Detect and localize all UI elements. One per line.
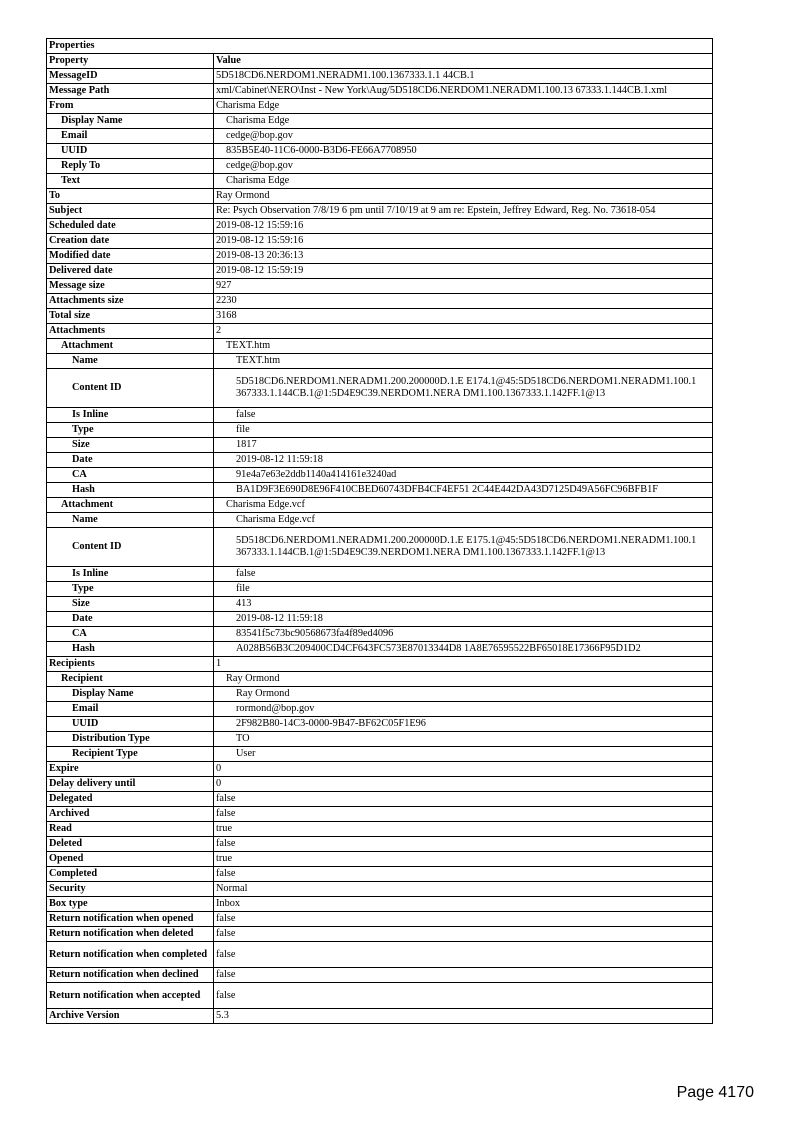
property-name: Total size [47,309,214,324]
table-row [47,882,713,897]
property-name: Recipient Type [47,747,214,762]
property-value: false [214,942,713,968]
property-name: Display Name [47,687,214,702]
property-name: Recipients [47,657,214,672]
table-title: Properties [47,39,713,54]
property-name: Return notification when deleted [47,927,214,942]
property-value: false [214,983,713,1009]
property-name: CA [47,468,214,483]
property-name: Email [47,702,214,717]
property-value: Charisma Edge.vcf [214,513,713,528]
table-row [47,99,713,114]
property-name: Is Inline [47,408,214,423]
property-name: Return notification when accepted [47,983,214,1009]
property-value: 927 [214,279,713,294]
property-name: Attachments size [47,294,214,309]
property-name: To [47,189,214,204]
property-name: Distribution Type [47,732,214,747]
table-row [47,219,713,234]
property-value: Ray Ormond [214,687,713,702]
table-row [47,983,713,1009]
table-row [47,687,713,702]
property-name: Creation date [47,234,214,249]
property-name: Hash [47,483,214,498]
property-name: UUID [47,144,214,159]
property-value: 5D518CD6.NERDOM1.NERADM1.100.1367333.1.1 44CB.1 [214,69,713,84]
table-row [47,189,713,204]
table-row [47,582,713,597]
table-row [47,822,713,837]
property-value: 91e4a7e63e2ddb1140a414161e3240ad [214,468,713,483]
table-row [47,84,713,99]
table-row [47,174,713,189]
property-value: false [214,807,713,822]
table-row [47,234,713,249]
property-value: TEXT.htm [214,339,713,354]
property-value: 2019-08-12 11:59:18 [214,612,713,627]
property-name: Type [47,423,214,438]
property-value: Normal [214,882,713,897]
table-row [47,354,713,369]
property-value: false [214,792,713,807]
property-name: Size [47,597,214,612]
property-name: Deleted [47,837,214,852]
property-value: 1 [214,657,713,672]
property-name: Return notification when opened [47,912,214,927]
property-value: rormond@bop.gov [214,702,713,717]
table-row [47,483,713,498]
property-name: MessageID [47,69,214,84]
property-value: User [214,747,713,762]
table-row [47,968,713,983]
property-name: Return notification when declined [47,968,214,983]
property-value: TO [214,732,713,747]
table-row [47,657,713,672]
property-value: Re: Psych Observation 7/8/19 6 pm until 7/10/19 at 9 am re: Epstein, Jeffrey Edward, Reg. No. 73618-054 [214,204,713,219]
table-row [47,717,713,732]
property-name: Display Name [47,114,214,129]
property-name: Reply To [47,159,214,174]
table-row [47,69,713,84]
table-row [47,513,713,528]
property-name: Read [47,822,214,837]
table-row [47,294,713,309]
property-value: Inbox [214,897,713,912]
property-name: Archived [47,807,214,822]
property-name: Delegated [47,792,214,807]
table-header-row [47,54,713,69]
property-value: false [214,408,713,423]
table-row [47,852,713,867]
property-name: Content ID [47,369,214,408]
table-row [47,777,713,792]
property-value: 0 [214,777,713,792]
property-value: 835B5E40-11C6-0000-B3D6-FE66A7708950 [214,144,713,159]
table-row [47,837,713,852]
property-name: Email [47,129,214,144]
table-row [47,498,713,513]
property-value: A028B56B3C209400CD4CF643FC573E87013344D8 1A8E76595522BF65018E17366F95D1D2 [214,642,713,657]
table-row [47,453,713,468]
property-name: Type [47,582,214,597]
table-row [47,867,713,882]
property-name: CA [47,627,214,642]
property-name: Subject [47,204,214,219]
property-name: Attachment [47,498,214,513]
property-name: Date [47,612,214,627]
property-name: Size [47,438,214,453]
property-value: 2 [214,324,713,339]
property-name: Name [47,354,214,369]
property-value: 83541f5c73bc90568673fa4f89ed4096 [214,627,713,642]
property-value: 5.3 [214,1009,713,1024]
table-row [47,627,713,642]
property-value: 2019-08-12 15:59:19 [214,264,713,279]
table-row [47,309,713,324]
property-value: 3168 [214,309,713,324]
table-row [47,612,713,627]
property-value: Ray Ormond [214,672,713,687]
property-name: Recipient [47,672,214,687]
table-row [47,129,713,144]
property-value: 5D518CD6.NERDOM1.NERADM1.200.200000D.1.E E174.1@45:5D518CD6.NERDOM1.NERADM1.100.1 367333.1.144CB.1@1:5D4E9C39.NERDOM1.NERA DM1.100.1367333.1.142FF.1@13 [214,369,713,408]
table-row [47,597,713,612]
table-row [47,642,713,657]
property-name: Archive Version [47,1009,214,1024]
property-value: 2019-08-12 15:59:16 [214,219,713,234]
property-value: Ray Ormond [214,189,713,204]
property-value: cedge@bop.gov [214,129,713,144]
property-value: false [214,837,713,852]
table-row [47,339,713,354]
property-name: Attachments [47,324,214,339]
property-name: Delay delivery until [47,777,214,792]
table-row [47,408,713,423]
property-name: Message size [47,279,214,294]
property-name: Attachment [47,339,214,354]
property-name: Security [47,882,214,897]
table-row [47,792,713,807]
table-row [47,897,713,912]
property-value: 413 [214,597,713,612]
table-row [47,942,713,968]
table-row [47,762,713,777]
property-name: Scheduled date [47,219,214,234]
table-row [47,807,713,822]
table-row [47,927,713,942]
property-value: BA1D9F3E690D8E96F410CBED60743DFB4CF4EF51 2C44E442DA43D7125D49A56FC96BFB1F [214,483,713,498]
table-row [47,747,713,762]
property-value: 2230 [214,294,713,309]
table-row [47,567,713,582]
table-row [47,204,713,219]
property-name: Message Path [47,84,214,99]
table-row [47,732,713,747]
properties-table [46,38,713,1024]
property-name: Return notification when completed [47,942,214,968]
property-value: file [214,582,713,597]
property-name: UUID [47,717,214,732]
table-row [47,369,713,408]
property-name: From [47,99,214,114]
header-property: Property [47,54,214,69]
property-name: Date [47,453,214,468]
table-row [47,702,713,717]
property-value: Charisma Edge [214,114,713,129]
property-value: 1817 [214,438,713,453]
table-row [47,114,713,129]
property-value: 0 [214,762,713,777]
property-name: Name [47,513,214,528]
table-title-row [47,39,713,54]
property-value: false [214,867,713,882]
property-value: xml/Cabinet\NERO\Inst - New York\Aug/5D518CD6.NERDOM1.NERADM1.100.13 67333.1.144CB.1.xml [214,84,713,99]
property-value: Charisma Edge [214,174,713,189]
property-value: false [214,927,713,942]
table-row [47,1009,713,1024]
table-row [47,249,713,264]
property-value: 2019-08-13 20:36:13 [214,249,713,264]
table-row [47,279,713,294]
table-row [47,528,713,567]
table-row [47,468,713,483]
property-value: 2019-08-12 15:59:16 [214,234,713,249]
property-name: Content ID [47,528,214,567]
property-name: Is Inline [47,567,214,582]
property-name: Delivered date [47,264,214,279]
property-name: Box type [47,897,214,912]
property-value: false [214,567,713,582]
table-row [47,912,713,927]
table-row [47,672,713,687]
property-value: Charisma Edge.vcf [214,498,713,513]
property-value: false [214,912,713,927]
table-row [47,159,713,174]
property-value: false [214,968,713,983]
table-row [47,423,713,438]
property-value: TEXT.htm [214,354,713,369]
table-row [47,438,713,453]
header-value: Value [214,54,713,69]
property-name: Modified date [47,249,214,264]
property-value: cedge@bop.gov [214,159,713,174]
property-value: file [214,423,713,438]
property-name: Hash [47,642,214,657]
property-name: Expire [47,762,214,777]
page-number: Page 4170 [676,1084,754,1101]
property-value: 5D518CD6.NERDOM1.NERADM1.200.200000D.1.E E175.1@45:5D518CD6.NERDOM1.NERADM1.100.1 367333.1.144CB.1@1:5D4E9C39.NERDOM1.NERA DM1.100.1367333.1.142FF.1@13 [214,528,713,567]
table-row [47,144,713,159]
property-value: true [214,852,713,867]
table-row [47,264,713,279]
table-row [47,324,713,339]
property-value: Charisma Edge [214,99,713,114]
property-name: Completed [47,867,214,882]
property-name: Text [47,174,214,189]
property-value: true [214,822,713,837]
property-value: 2019-08-12 11:59:18 [214,453,713,468]
property-value: 2F982B80-14C3-0000-9B47-BF62C05F1E96 [214,717,713,732]
property-name: Opened [47,852,214,867]
